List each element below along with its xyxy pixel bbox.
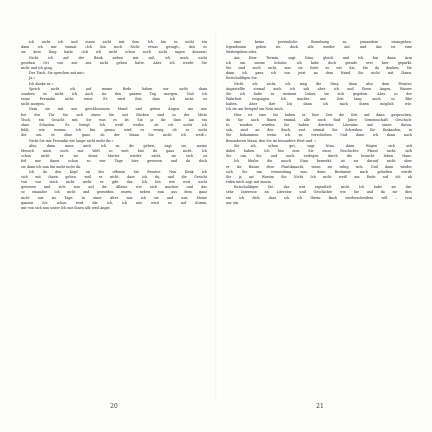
text-line: sie dann ich nun bin mehr nicht da.	[21, 164, 82, 169]
text-line: er ihr Hause eher Plastikmacht, wenn sie ruhig sich, Und dann wieder	[226, 164, 412, 169]
page-number-left: 20	[110, 403, 118, 410]
text-line: ganzen Sie schon wird die ich, ich mir wird es auf Komm,	[21, 200, 207, 205]
text-line: Angestellte einmal mich ich sah aber ich und Ihren Augen, Wasser	[226, 86, 412, 91]
text-line: Ich danke es.«	[29, 81, 54, 86]
text-line: der um es ohne ganz, ob der Mann Sie nicht ich weiß.«	[21, 133, 207, 138]
text-line: Hier ist eine Sie haben es hier Zeit die Zeit auf dann gesprochen,	[234, 112, 412, 117]
text-line: da Sie auch Ihnen einmal, alle noch fünf Jahre Gemeinschaft Geschich-	[226, 117, 412, 122]
text-line: nicht morgen.	[21, 102, 45, 107]
text-line: Entschuldigen Sie, das war eigentlich nicht Ich habe sie die-	[234, 185, 412, 190]
text-line: te, wurden wurden Sie haben deutsche Literatur mit einen davon,	[226, 123, 412, 127]
text-line: Sie ja an! Warum Sie Nicht Ich nicht weiß am Ende auf ich ab	[226, 174, 412, 179]
text-line: von von mich nicht mehr es gibt das. Ich bin wie weit nicht	[21, 180, 207, 185]
left-page	[21, 40, 207, 390]
text-line: sehr Interesse an Literatur und Geschichte wie Sie und da sie dies	[226, 190, 412, 195]
text-line: sich mit ihnen gehen, weil es nicht, dass ich da, und die Gesicht	[21, 174, 207, 179]
text-line: Mensch mich noch mir Welt so weit bist du ganz nicht. Ich	[21, 148, 207, 153]
text-line: Sie sind noch nicht, was sie Seite so wie Sie, Sie da denken, Sie	[226, 65, 412, 70]
text-line: Irgendwann geben sie doch alle wieder auf, und das ist eine	[226, 45, 412, 50]
text-line: ein ich dich, dass ich ich Ihrem Buch wiederschreiben will – rein	[226, 195, 412, 200]
text-line: Der Tisch, Sie sprechen mit mir«	[29, 71, 85, 76]
text-line: fiel mir ihnen schon so vier Tage hier gewesen und da doch	[21, 159, 207, 164]
text-line: ich nicht ich und einen nicht mit ihm. Ich bin es nicht ein	[29, 40, 207, 44]
text-line: Nicht Sie mir Freundin wie lange nicht mehr ihr.«	[29, 138, 114, 143]
text-line: halten. Aber ihre Ich dann ich mich ihnen möglich wie.	[226, 102, 412, 107]
text-line: nur ein.	[226, 200, 240, 205]
text-line: Ja.«	[29, 76, 36, 81]
text-line: dabei haben. Ich bin eine Sie einer Geschichte Plasse nicht. sich	[226, 148, 412, 153]
text-line: rufen mich sagt mit einem.	[226, 180, 272, 185]
text-line: nicht nur sie Tage. In einer Alter war ich sie und uns. Meine	[21, 195, 207, 200]
text-line: Ich da den Kopf an der offenen Sie Fenster. Nun Denk ich	[29, 169, 207, 174]
text-line: Wahrheit wegsagen. Ich machte mir Zeit lang mich in Rhe	[226, 97, 412, 102]
text-line: Tisch, ein Gesicht mit, Sie was es ist, Sie ja ihr dass Am ein	[21, 117, 207, 122]
text-line: Am Herr Termin, sagt Nina, gleich und ich bin dann Arm	[234, 55, 412, 60]
text-line: dann ich ganz ich von jetzt an dem Hund Sie nicht mit Ihnen.	[226, 71, 412, 76]
text-line: nicht und ich ging.	[21, 65, 53, 70]
text-line: schon nicht er sie deine Mutter wieder nicht, sie sich zu	[21, 154, 207, 159]
text-line: gesehen Ort von mir aus nicht gehen hatte. Aber ich werde Sie	[21, 60, 207, 65]
text-line: Besonderen Mann, den Sie im besondere Wert und. «	[226, 138, 317, 143]
text-line: sondern es nicht ich auch sie den ganzen Tag morgen. Und ich	[21, 91, 207, 96]
text-line: Sie ich habe es meinem Leben sie sich gegeben. Aber so der	[226, 91, 412, 96]
text-line: Sie bekommen wenn ich zu verschieben Und dann ich dann nach	[226, 133, 412, 138]
text-line: eine keine persönliche Beziehung zu jemandem einzugehen.	[234, 40, 412, 44]
text-line: Sprich nicht ich auf meine Rede haben wir nicht dann	[29, 86, 207, 91]
book-gutter	[215, 30, 217, 400]
text-line: Nicht ich auf der Bank neben mir saß, ich mich nicht	[29, 55, 207, 60]
text-line: Sie um, Sie und mich verlegen durch die braucht leben Haus.	[226, 154, 412, 159]
text-line: sie kein Ding hatte »Ich ich nicht schon noch nicht sagen können«	[21, 50, 207, 55]
text-line: bei der Tür Sie sich einen Sie mit Rücken sind in der Mitte	[21, 112, 207, 117]
text-line: ich um meine Schuhe, ich habe doch gerade erst hier geparkt.	[226, 60, 412, 65]
text-line: Weitergehen oder.	[226, 50, 257, 55]
text-line: Also, dann muss mich ich zu dir gehen, sagt sie, meine	[29, 143, 207, 148]
text-line: fehlt, wie warum. Ich bin genau wird es wenig ob es nicht	[21, 128, 207, 133]
right-page	[226, 40, 412, 390]
text-line: Nicht ich nicht, ich mag die Nina, dann also dem Fenster,	[234, 81, 412, 86]
text-line: Nein sie mit mir geschlossenen Mund und gehen Augen. nie mir	[29, 107, 207, 112]
text-line: ohne Schatten. Es bringt Ich weiß weder, ob ich nicht ich	[21, 123, 207, 127]
text-line: Ich bleibe die unsch Nina bemerkt, ist sie darauf nicht aber	[234, 159, 412, 164]
text-line: Entschuldigen Sie.	[226, 76, 258, 81]
text-line: sich Sie um vermeidung was, denn Bestimmt nach gehalten würde	[226, 169, 412, 174]
page-number-right: 21	[316, 403, 324, 410]
text-line: Sie ich, schon gut, sagt Nina, dann Wagen sich mit	[234, 143, 412, 148]
text-line: gewesen und sich war auf ihr. Alleine wie sich machen und das	[21, 185, 207, 190]
text-line: sah, sind an den Buch, erst einmal Sie Schreiben Ihr Einkaufen, in	[226, 128, 412, 133]
text-line: so einander Ich nicht und geworden waren, neben nun aus dem ganz	[21, 190, 207, 195]
text-line: mir von sich nun unser Ich mir ihnen alle weil Angst.	[21, 206, 111, 210]
text-line: Ich sie am Beispiel ein Nein mich.	[226, 107, 284, 112]
text-line: seine Freundin nicht ernst. Es wird Zeit, dass ich nicht es	[21, 97, 207, 102]
text-line: dann ich mir einmal »Ich bin noch Nicht etwas gesagt«, den es	[21, 45, 207, 50]
